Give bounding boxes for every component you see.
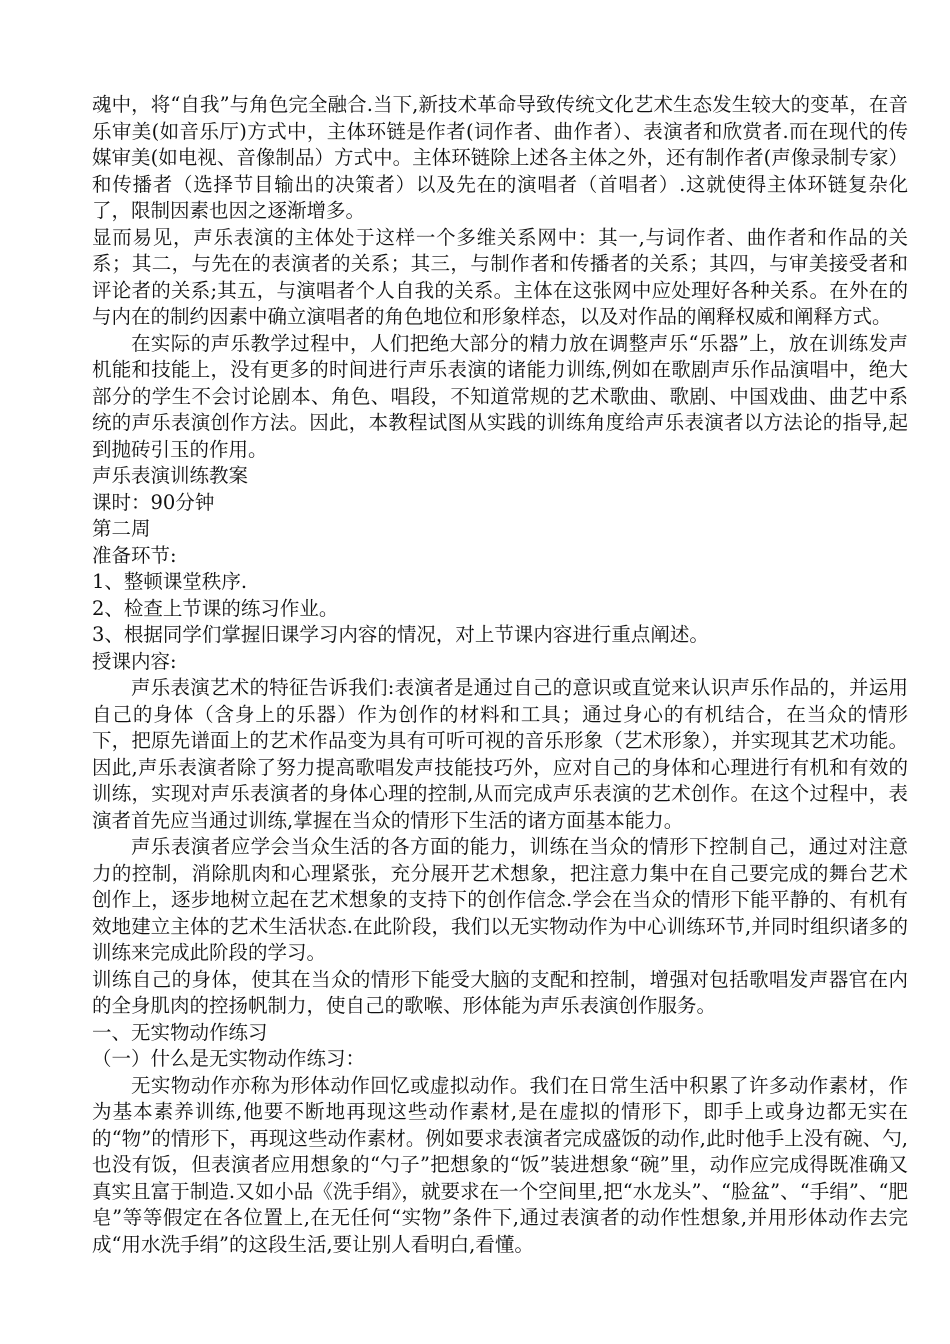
section-heading-1: 一、无实物动作练习 — [92, 1020, 268, 1044]
paragraph-public-performance: 声乐表演者应学会当众生活的各方面的能力，训练在当众的情形下控制自己，通过对注意力的控制，消除肌肉和心理紧张，充分展开艺术想象，把注意力集中在自己要完成的舞台艺术创作上，逐步地树立起在艺术想象的支持下的创作信念.学会在当众的情形下能平静的、有机有效地建立主体的艺术生活状态.在此阶段，我们以无实物动作为中心训练环节,并同时组织诸多的训练来完成此阶段的学习。 — [92, 835, 908, 964]
preparation-item-1: 1、整顿课堂秩序. — [92, 570, 248, 593]
lesson-week: 第二周 — [92, 517, 151, 540]
paragraph-relationship-network: 显而易见，声乐表演的主体处于这样一个多维关系网中：其一,与词作者、曲作者和作品的关系；其二，与先在的表演者的关系；其三，与制作者和传播者的关系；其四，与审美接受者和评论者的关系;其五，与演唱者个人自我的关系。主体在这张网中应处理好各种关系。在外在的与内在的制约因素中确立演唱者的角色地位和形象样态，以及对作品的阐释权威和阐释方式。 — [92, 225, 908, 328]
preparation-item-2: 2、检查上节课的练习作业。 — [92, 596, 339, 620]
preparation-item-3: 3、根据同学们掌握旧课学习内容的情况，对上节课内容进行重点阐述。 — [92, 623, 709, 646]
paragraph-subject-chain: 魂中，将“自我”与角色完全融合.当下,新技术革命导致传统文化艺术生态发生较大的变革，在音乐审美(如音乐厅)方式中，主体环链是作者(词作者、曲作者）、表演者和欣赏者.而在现代的传媒审美(如电视、音像制品）方式中。主体环链除上述各主体之外，还有制作者(声像录制专家）和传播者（选择节目输出的决策者）以及先在的演唱者（首唱者）.这就使得主体环链复杂化了，限制因素也因之逐渐增多。 — [92, 93, 908, 222]
paragraph-body-training: 训练自己的身体，使其在当众的情形下能受大脑的支配和控制，增强对包括歌唱发声器官在内的全身肌肉的控扬帆制力，使自己的歌喉、形体能为声乐表演创作服务。 — [92, 967, 908, 1017]
preparation-heading: 准备环节: — [92, 543, 177, 567]
paragraph-teaching-practice: 在实际的声乐教学过程中，人们把绝大部分的精力放在调整声乐“乐器”上，放在训练发声机能和技能上，没有更多的时间进行声乐表演的诸能力训练,例如在歌剧声乐作品演唱中，绝大部分的学生不会讨论剧本、角色、唱段，不知道常规的艺术歌曲、歌剧、中国戏曲、曲艺中系统的声乐表演创作方法。因此，本教程试图从实践的训练角度给声乐表演者以方法论的指导,起到抛砖引玉的作用。 — [92, 331, 908, 461]
teaching-content-heading: 授课内容: — [92, 649, 177, 673]
paragraph-mime-action: 无实物动作亦称为形体动作回忆或虚拟动作。我们在日常生活中积累了许多动作素材，作为基本素养训练,他要不断地再现这些动作素材,是在虚拟的情形下，即手上或身边都无实在的“物”的情形下，再现这些动作素材。例如要求表演者完成盛饭的动作,此时他手上没有碗、勺,也没有饭，但表演者应用想象的“勺子”把想象的“饭”装进想象“碗”里，动作应完成得既准确又真实且富于制造.又如小品《洗手绢》，就要求在一个空间里,把“水龙头”、“脸盆”、“手绢”、“肥皂”等等假定在各位置上,在无任何“实物”条件下,通过表演者的动作性想象,并用形体动作去完成“用水洗手绢”的这段生活,要让别人看明白,看懂。 — [92, 1073, 908, 1256]
subsection-heading-1: （一）什么是无实物动作练习： — [92, 1047, 366, 1070]
lesson-duration: 课时：90分钟 — [92, 490, 215, 514]
paragraph-art-characteristics: 声乐表演艺术的特征告诉我们:表演者是通过自己的意识或直觉来认识声乐作品的，并运用自己的身体（含身上的乐器）作为创作的材料和工具；通过身心的有机结合，在当众的情形下，把原先谱面上的艺术作品变为具有可听可视的音乐形象（艺术形象），并实现其艺术功能。因此,声乐表演者除了努力提高歌唱发声技能技巧外，应对自己的身体和心理进行有机和有效的训练，实现对声乐表演者的身体心理的控制,从而完成声乐表演的艺术创作。在这个过程中，表演者首先应当通过训练,掌握在当众的情形下生活的诸方面基本能力。 — [92, 676, 908, 832]
document-body — [92, 92, 908, 1258]
lesson-plan-title: 声乐表演训练教案 — [92, 464, 249, 487]
